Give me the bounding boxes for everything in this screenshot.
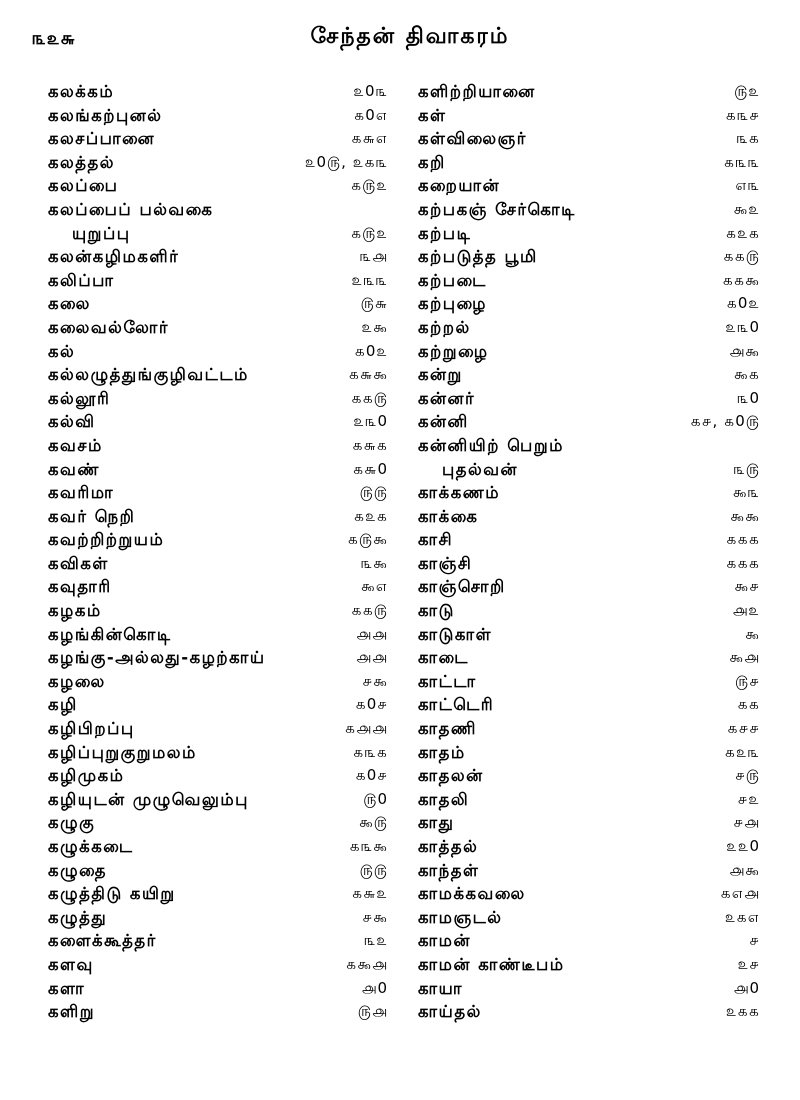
entry-term: கன்னி	[418, 412, 469, 432]
entry-page-ref: ௧௬௧	[352, 435, 388, 454]
entry-term: காசி	[418, 530, 454, 550]
page-number: ௩௨௬	[32, 28, 77, 49]
index-entry	[418, 127, 760, 151]
entry-term: கற்றுழை	[418, 341, 489, 361]
entry-page-ref: ௧௫௨	[350, 223, 388, 242]
index-entry	[418, 80, 760, 104]
entry-term: கல்வி	[48, 412, 96, 432]
index-entry	[418, 764, 760, 788]
entry-page-ref: ௩௯	[360, 553, 388, 572]
entry-term: கழகம்	[48, 601, 102, 621]
index-entry	[418, 174, 760, 198]
index-entry	[48, 528, 388, 552]
entry-page-ref: ௧௧௧	[726, 553, 760, 572]
entry-term: கழிமுகம்	[48, 766, 125, 786]
entry-page-ref: ௧௭௮	[720, 884, 760, 903]
entry-page-ref: ௨௨0	[726, 837, 760, 855]
entry-page-ref: ௨௧௭	[724, 907, 760, 926]
entry-term: கவண்	[48, 459, 100, 479]
entry-page-ref: ௮0	[733, 978, 760, 997]
entry-page-ref: ௮௯	[729, 860, 760, 879]
entry-page-ref: ௮௨	[732, 601, 760, 620]
entry-page-ref: ௧௧௫	[351, 388, 388, 407]
entry-page-ref: ௧௬௯	[348, 365, 388, 384]
index-entry	[418, 906, 760, 930]
index-entry	[418, 623, 760, 647]
index-entry	[48, 505, 388, 529]
entry-term: யுறுப்பு	[72, 223, 131, 243]
index-entry	[418, 528, 760, 552]
index-entry	[48, 410, 388, 434]
index-entry	[418, 104, 760, 128]
entry-term: கவிகள்	[48, 553, 109, 573]
index-entry	[418, 269, 760, 293]
entry-term: கற்புழை	[418, 294, 487, 314]
entry-term: கழலை	[48, 671, 106, 691]
entry-term: களிறு	[48, 1002, 96, 1022]
index-entry	[48, 811, 388, 835]
entry-term: கழுத்திடு கயிறு	[48, 884, 176, 904]
entry-page-ref: ௯௧	[733, 365, 760, 384]
entry-page-ref: ௮௮	[356, 624, 388, 643]
entry-page-ref: ௭௩	[735, 176, 760, 195]
entry-term: களவு	[48, 954, 94, 974]
entry-page-ref: ௯௮	[729, 648, 760, 667]
index-entry	[48, 458, 388, 482]
entry-term: கறி	[418, 152, 446, 172]
page-title: சேந்தன் திவாகரம்	[310, 24, 510, 49]
entry-term: காஞ்சி	[418, 553, 473, 573]
entry-page-ref: ௨௪	[737, 954, 760, 973]
entry-page-ref: ௧௬௨	[351, 884, 388, 903]
index-entry	[418, 434, 760, 458]
index-entry	[48, 953, 388, 977]
entry-page-ref: ௮௯	[729, 341, 760, 360]
entry-term: கவுதாரி	[48, 577, 112, 597]
entry-page-ref: ௧௧௫	[351, 601, 388, 620]
entry-page-ref: ௧௧௯	[722, 270, 760, 289]
entry-page-ref: ௧௩௩	[723, 152, 760, 171]
index-entry	[418, 693, 760, 717]
entry-page-ref: ௩௫	[733, 459, 760, 478]
index-entry	[418, 387, 760, 411]
entry-page-ref: ௫௮	[357, 1002, 388, 1021]
entry-term: கழுத்து	[48, 907, 108, 927]
index-entry	[48, 222, 388, 246]
index-entry	[48, 552, 388, 576]
index-entry	[418, 151, 760, 175]
index-entry	[48, 292, 388, 316]
entry-page-ref: ௯௩	[732, 483, 760, 502]
entry-term: காயா	[418, 978, 463, 998]
entry-term: கன்னர்	[418, 388, 476, 408]
entry-term: கழுகு	[48, 813, 96, 833]
entry-page-ref: ௫0	[363, 789, 388, 808]
entry-term: கழுதை	[48, 860, 108, 880]
index-entry	[48, 127, 388, 151]
entry-term: கற்பகஞ் சேர்கொடி	[418, 199, 576, 219]
entry-term: கலைவல்லோர்	[48, 317, 170, 337]
entry-term: காதம்	[418, 742, 466, 762]
entry-page-ref: ௧௩௪	[725, 105, 760, 124]
index-entry	[418, 505, 760, 529]
entry-term: கள்விலைஞர்	[418, 129, 527, 149]
entry-term: காமஞடல்	[418, 907, 503, 927]
entry-page-ref: ௩0	[737, 388, 760, 407]
index-entry	[418, 929, 760, 953]
entry-page-ref: ௨0௩	[353, 82, 388, 100]
entry-term: காட்டெரி	[418, 695, 495, 715]
entry-term: காய்தல்	[418, 1002, 482, 1022]
entry-term: காதலி	[418, 789, 470, 809]
entry-term: கலை	[48, 294, 91, 314]
entry-term: கல்லழுத்துங்குழிவட்டம்	[48, 365, 249, 385]
index-entry	[48, 670, 388, 694]
entry-page-ref: ௧௨௩	[724, 742, 760, 761]
entry-term: களா	[48, 978, 86, 998]
index-entry	[48, 977, 388, 1001]
entry-page-ref: ௧௪௪	[727, 719, 760, 738]
entry-term: காஞ்சொறி	[418, 577, 506, 597]
entry-page-ref: ௨௧௧	[725, 1002, 760, 1021]
entry-term: காட்டா	[418, 671, 477, 691]
index-entry	[48, 363, 388, 387]
entry-page-ref: ௧௬௭	[351, 129, 388, 148]
entry-term: காமன் காண்டீபம்	[418, 954, 565, 974]
entry-term: காதலன்	[418, 766, 484, 786]
entry-term: கலங்கற்புனல்	[48, 105, 163, 125]
entry-page-ref: ௯௭	[360, 577, 388, 596]
index-entry	[48, 882, 388, 906]
entry-page-ref: ௮௮	[356, 648, 388, 667]
entry-page-ref: ௨௯	[361, 317, 388, 336]
entry-page-ref: ௧0௨	[726, 294, 760, 313]
index-entry	[418, 788, 760, 812]
entry-term: களைக்கூத்தர்	[48, 931, 157, 951]
entry-term: கற்படுத்த பூமி	[418, 247, 538, 267]
entry-page-ref: ௧௬0	[353, 459, 388, 478]
entry-page-ref: ௨௩0	[353, 412, 388, 431]
entry-page-ref: ௧௨௧	[353, 506, 388, 525]
index-entry	[48, 906, 388, 930]
entry-term: காமன்	[418, 931, 471, 951]
index-entry	[418, 458, 760, 482]
entry-term: கவர் நெறி	[48, 506, 136, 526]
entry-term: காடுகாள்	[418, 624, 492, 644]
entry-term: கன்று	[418, 365, 463, 385]
entry-term: களிற்றியானை	[418, 82, 536, 101]
index-entry	[418, 882, 760, 906]
entry-page-ref: ௫௪	[735, 671, 760, 690]
entry-term: கலன்கழிமகளிர்	[48, 247, 180, 267]
entry-term: கல்லூரி	[48, 388, 111, 408]
index-entry	[48, 859, 388, 883]
index-entry	[418, 977, 760, 1001]
index-entry	[48, 80, 388, 104]
entry-term: கற்றல்	[418, 317, 471, 337]
index-entry	[48, 387, 388, 411]
index-entry	[418, 575, 760, 599]
index-entry	[48, 1000, 388, 1024]
entry-page-ref: ௨௩௩	[351, 270, 388, 289]
entry-term: கன்னியிற் பெறும்	[418, 435, 564, 455]
entry-term: காத்தல்	[418, 837, 479, 856]
entry-page-ref: ௧௩௧	[353, 742, 388, 761]
entry-term: கற்படி	[418, 223, 472, 243]
index-entry	[418, 245, 760, 269]
index-entry	[418, 717, 760, 741]
index-entry	[418, 481, 760, 505]
index-column-left	[48, 80, 388, 1024]
index-entry	[418, 953, 760, 977]
entry-term: புதல்வன்	[442, 459, 519, 479]
index-entry	[418, 292, 760, 316]
index-entry	[48, 788, 388, 812]
index-entry	[418, 340, 760, 364]
index-entry	[418, 859, 760, 883]
entry-term: கற்படை	[418, 270, 487, 290]
entry-page-ref: ௧0௭	[353, 105, 388, 124]
index-entry	[418, 316, 760, 340]
index-entry	[48, 198, 388, 222]
entry-page-ref: ௯௯	[730, 506, 760, 525]
entry-page-ref: ௧௪, ௧0௫	[690, 412, 760, 431]
entry-page-ref: ௧௩௯	[349, 837, 388, 855]
entry-page-ref: ௧௧	[737, 695, 760, 714]
index-entry	[418, 198, 760, 222]
index-entry	[48, 340, 388, 364]
entry-term: கள்	[418, 105, 447, 125]
entry-term: காடு	[418, 601, 455, 621]
index-entry	[418, 835, 760, 859]
entry-term: காக்கணம்	[418, 483, 501, 503]
entry-page-ref: ௧0௪	[355, 766, 388, 785]
index-entry	[48, 316, 388, 340]
entry-term: கலசப்பானை	[48, 129, 156, 149]
index-entry	[418, 1000, 760, 1024]
entry-term: கழி	[48, 695, 78, 715]
entry-page-ref: ௮0	[361, 978, 388, 997]
index-entry	[418, 646, 760, 670]
index-entry	[48, 835, 388, 859]
index-entry	[48, 741, 388, 765]
entry-term: கவற்றிற்றுயம்	[48, 530, 165, 550]
entry-page-ref: ௯௫	[359, 813, 388, 832]
entry-term: கல்	[48, 341, 76, 361]
index-entry	[48, 104, 388, 128]
entry-page-ref: ௧௮௮	[344, 719, 388, 738]
entry-page-ref: ௪	[749, 931, 760, 950]
entry-term: கறையான்	[418, 176, 501, 196]
entry-page-ref: ௪௫	[735, 766, 760, 785]
entry-page-ref: ௪௨	[737, 789, 760, 808]
entry-term: கலிப்பா	[48, 270, 115, 290]
entry-term: கவசம்	[48, 435, 103, 455]
index-entry	[418, 599, 760, 623]
entry-term: கலக்கம்	[48, 82, 115, 101]
entry-term: காக்கை	[418, 506, 479, 526]
entry-term: காமக்கவலை	[418, 884, 526, 904]
index-entry	[48, 269, 388, 293]
index-entry	[48, 693, 388, 717]
index-entry	[418, 741, 760, 765]
index-entry	[48, 245, 388, 269]
entry-term: கழங்கு-அல்லது-கழற்காய்	[48, 648, 266, 668]
index-entry	[418, 811, 760, 835]
index-entry	[48, 623, 388, 647]
entry-term: கழுக்கடை	[48, 837, 134, 856]
entry-term: கலத்தல்	[48, 152, 115, 172]
entry-page-ref: ௫௫	[359, 483, 388, 502]
entry-page-ref: ௧௫௯	[347, 530, 388, 549]
entry-page-ref: ௧௯௮	[345, 954, 388, 973]
index-entry	[48, 929, 388, 953]
entry-term: கழிப்புறுகுறுமலம்	[48, 742, 197, 762]
entry-page-ref: ௫௫	[359, 860, 388, 879]
index-entry	[48, 599, 388, 623]
index-entry	[418, 552, 760, 576]
entry-page-ref: ௨0௫, ௨௧௩	[304, 152, 388, 171]
entry-page-ref: ௧௧௧	[726, 530, 760, 549]
entry-term: கழிபிறப்பு	[48, 719, 135, 739]
entry-page-ref: ௯	[745, 624, 760, 643]
entry-page-ref: ௧0௪	[355, 695, 388, 714]
index-entry	[418, 670, 760, 694]
index-entry	[48, 434, 388, 458]
entry-page-ref: ௧௧௫	[723, 247, 760, 266]
entry-term: கழியுடன் முழுவெலும்பு	[48, 789, 249, 809]
index-entry	[418, 410, 760, 434]
entry-term: கலப்பை	[48, 176, 119, 196]
index-entry	[48, 646, 388, 670]
entry-term: கவரிமா	[48, 483, 115, 503]
entry-term: காதணி	[418, 719, 477, 739]
entry-page-ref: ௫௨	[734, 82, 760, 100]
entry-page-ref: ௩௧	[736, 129, 760, 148]
entry-page-ref: ௧௫௨	[350, 176, 388, 195]
index-entry	[48, 764, 388, 788]
entry-term: காந்தள்	[418, 860, 480, 880]
entry-page-ref: ௧௨௧	[725, 223, 760, 242]
entry-term: காது	[418, 813, 455, 833]
index-entry	[48, 481, 388, 505]
entry-page-ref: ௩௮	[359, 247, 388, 266]
index-entry	[418, 363, 760, 387]
entry-page-ref: ௪௯	[362, 671, 388, 690]
entry-page-ref: ௯௨	[733, 199, 760, 218]
entry-page-ref: ௯௪	[734, 577, 760, 596]
entry-page-ref: ௪௯	[362, 907, 388, 926]
entry-page-ref: ௫௬	[360, 294, 388, 313]
entry-term: கழங்கின்கொடி	[48, 624, 172, 644]
index-entry	[48, 717, 388, 741]
index-column-right	[418, 80, 760, 1024]
entry-page-ref: ௧0௨	[354, 341, 388, 360]
entry-page-ref: ௨௩0	[725, 317, 760, 336]
index-entry	[418, 222, 760, 246]
index-entry	[48, 575, 388, 599]
entry-page-ref: ௪௮	[733, 813, 760, 832]
index-entry	[48, 151, 388, 175]
entry-page-ref: ௩௨	[363, 931, 388, 950]
index-entry	[48, 174, 388, 198]
entry-term: காடை	[418, 648, 469, 668]
entry-term: கலப்பைப் பல்வகை	[48, 199, 214, 219]
